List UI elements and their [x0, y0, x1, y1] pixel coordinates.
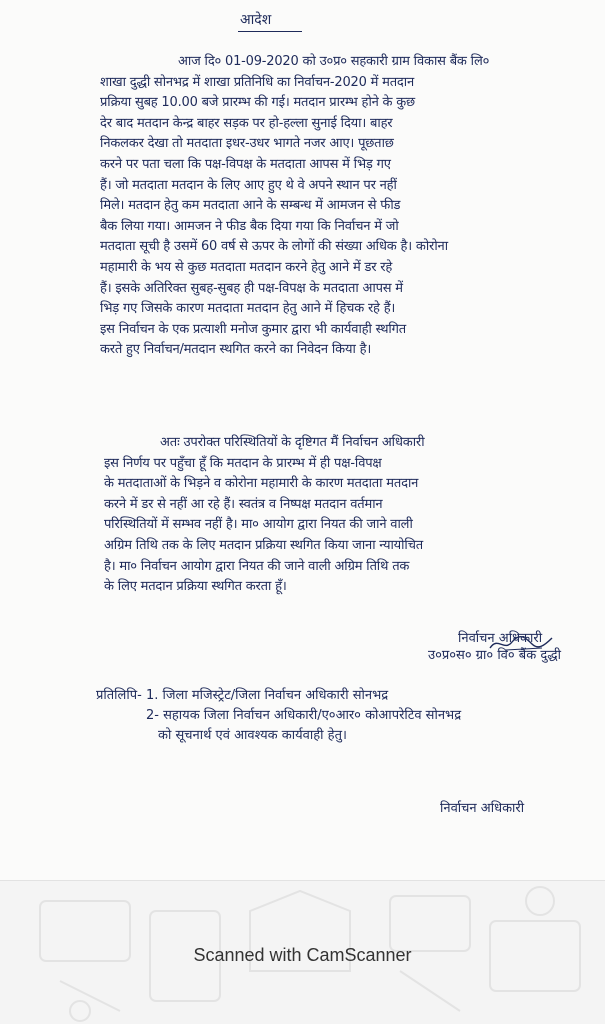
text-line: हैं। जो मतदाता मतदान के लिए आए हुए थे वे अपने स्थान पर नहीं [100, 177, 397, 193]
copy-to-block [96, 686, 605, 746]
copy-to-line-3: को सूचनार्थ एवं आवश्यक कार्यवाही हेतु। [158, 728, 347, 743]
text-line: निकलकर देखा तो मतदाता इधर-उधर भागते नजर आए। पूछताछ [100, 136, 394, 152]
text-line: मतदाता सूची है उसमें 60 वर्ष से ऊपर के लोगों की संख्या अधिक है। कोरोना [100, 239, 448, 255]
signature-block-2: निर्वाचन अधिकारी [440, 801, 525, 816]
copy-to-line-2: 2- सहायक जिला निर्वाचन अधिकारी/ए०आर० कोआपरेटिव सोनभद्र [146, 708, 462, 723]
text-line: परिस्थितियों में सम्भव नहीं है। मा० आयोग द्वारा नियत की जाने वाली [104, 517, 413, 533]
text-line: के लिए मतदान प्रक्रिया स्थगित करता हूँ। [104, 579, 287, 595]
text-line: इस निर्वाचन के एक प्रत्याशी मनोज कुमार द्वारा भी कार्यवाही स्थगित [100, 321, 407, 337]
copy-to-label: प्रतिलिपि- [96, 688, 142, 703]
text-line: महामारी के भय से कुछ मतदाता मतदान करने हेतु आने में डर रहे [100, 259, 393, 275]
document-title: आदेश [240, 12, 272, 28]
text-line: भिड़ गए जिसके कारण मतदाता मतदान हेतु आने में हिचक रहे हैं। [100, 301, 396, 317]
title-underline [238, 31, 302, 32]
signature-1-designation: निर्वाचन अधिकारी [458, 631, 543, 646]
text-line: करने पर पता चला कि पक्ष-विपक्ष के मतदाता आपस में भिड़ गए [100, 156, 391, 172]
text-line: मिले। मतदान हेतु कम मतदाता आने के सम्बन्ध में आमजन से फीड [100, 198, 401, 214]
order-paragraph-2 [0, 433, 605, 598]
text-line: करने में डर से नहीं आ रहे हैं। स्वतंत्र व निष्पक्ष मतदान वर्तमान [104, 496, 383, 512]
text-line: हैं। इसके अतिरिक्त सुबह-सुबह ही पक्ष-विपक्ष के मतदाता आपस में [100, 280, 403, 296]
text-line: इस निर्णय पर पहुँचा हूँ कि मतदान के प्रारम्भ में ही पक्ष-विपक्ष [104, 455, 382, 471]
signature-block-1 [400, 630, 600, 664]
text-line: अतः उपरोक्त परिस्थितियों के दृष्टिगत मैं निर्वाचन अधिकारी [160, 435, 425, 450]
text-line: करते हुए निर्वाचन/मतदान स्थगित करने का निवेदन किया है। [100, 342, 372, 358]
text-line: है। मा० निर्वाचन आयोग द्वारा नियत की जाने वाली अग्रिम तिथि तक [104, 558, 410, 574]
text-line: अग्रिम तिथि तक के लिए मतदान प्रक्रिया स्थगित किया जाना न्यायोचित [104, 537, 423, 553]
text-line: प्रक्रिया सुबह 10.00 बजे प्रारम्भ की गई। मतदान प्रारम्भ होने के कुछ [100, 95, 415, 111]
text-line: के मतदाताओं के भिड़ने व कोरोना महामारी के कारण मतदाता मतदान [104, 476, 419, 492]
text-line: आज दि० 01-09-2020 को उ०प्र० सहकारी ग्राम विकास बैंक लि० [178, 54, 490, 69]
text-line: शाखा दुद्धी सोनभद्र में शाखा प्रतिनिधि का निर्वाचन-2020 में मतदान [100, 74, 414, 90]
text-line: बैक लिया गया। आमजन ने फीड बैक दिया गया कि निर्वाचन में जो [100, 218, 399, 234]
scanner-watermark-text: Scanned with CamScanner [193, 945, 412, 965]
text-line: देर बाद मतदान केन्द्र बाहर सड़क पर हो-हल्ला सुनाई दिया। बाहर [100, 115, 393, 131]
order-paragraph-1 [0, 52, 605, 361]
copy-to-line-1: 1. जिला मजिस्ट्रेट/जिला निर्वाचन अधिकारी सोनभद्र [145, 688, 389, 703]
signature-1-office: उ०प्र०स० ग्रा० वि० बैंक दुद्धी [428, 648, 561, 663]
